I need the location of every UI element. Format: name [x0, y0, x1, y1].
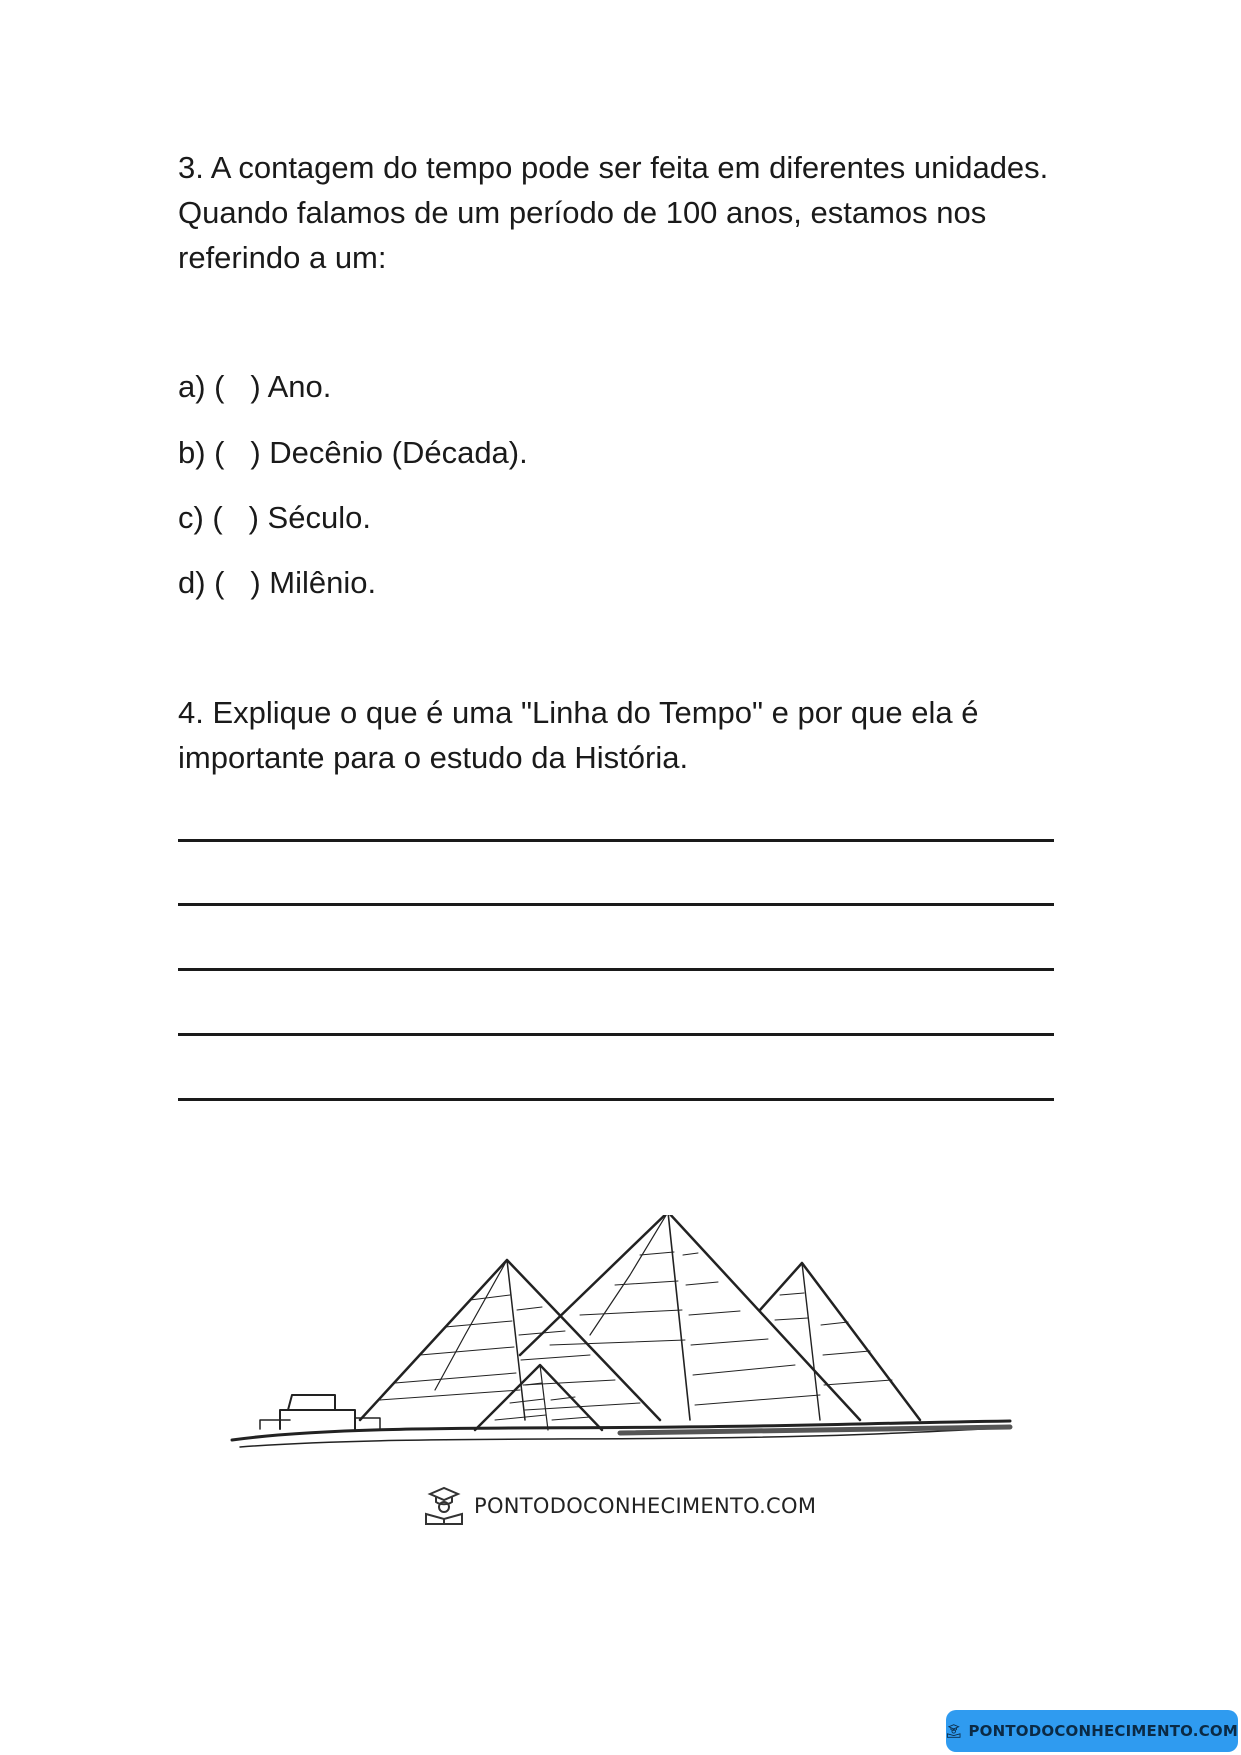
answer-line	[178, 968, 1054, 971]
option-d: d) ( ) Milênio.	[178, 565, 377, 600]
answer-line	[178, 839, 1054, 842]
option-c: c) ( ) Século.	[178, 500, 371, 535]
brand-logo	[422, 1484, 816, 1528]
brand-text: PONTODOCONHECIMENTO.COM	[474, 1494, 817, 1518]
answer-line	[178, 1033, 1054, 1036]
option-b: b) ( ) Decênio (Década).	[178, 435, 528, 470]
website-badge[interactable]	[946, 1710, 1238, 1752]
graduate-book-icon	[422, 1486, 466, 1526]
answer-line	[178, 903, 1054, 906]
pyramids-illustration	[220, 1215, 1020, 1480]
option-a: a) ( ) Ano.	[178, 369, 332, 404]
question-4-text: 4. Explique o que é uma "Linha do Tempo" e por que ela é importante para o estudo da História.	[178, 695, 979, 775]
answer-line	[178, 1098, 1054, 1101]
question-3-text: 3. A contagem do tempo pode ser feita em diferentes unidades. Quando falamos de um período de 100 anos, estamos nos referindo a um:	[178, 150, 1049, 275]
badge-text: PONTODOCONHECIMENTO.COM	[968, 1722, 1238, 1740]
graduate-book-icon	[946, 1718, 961, 1744]
